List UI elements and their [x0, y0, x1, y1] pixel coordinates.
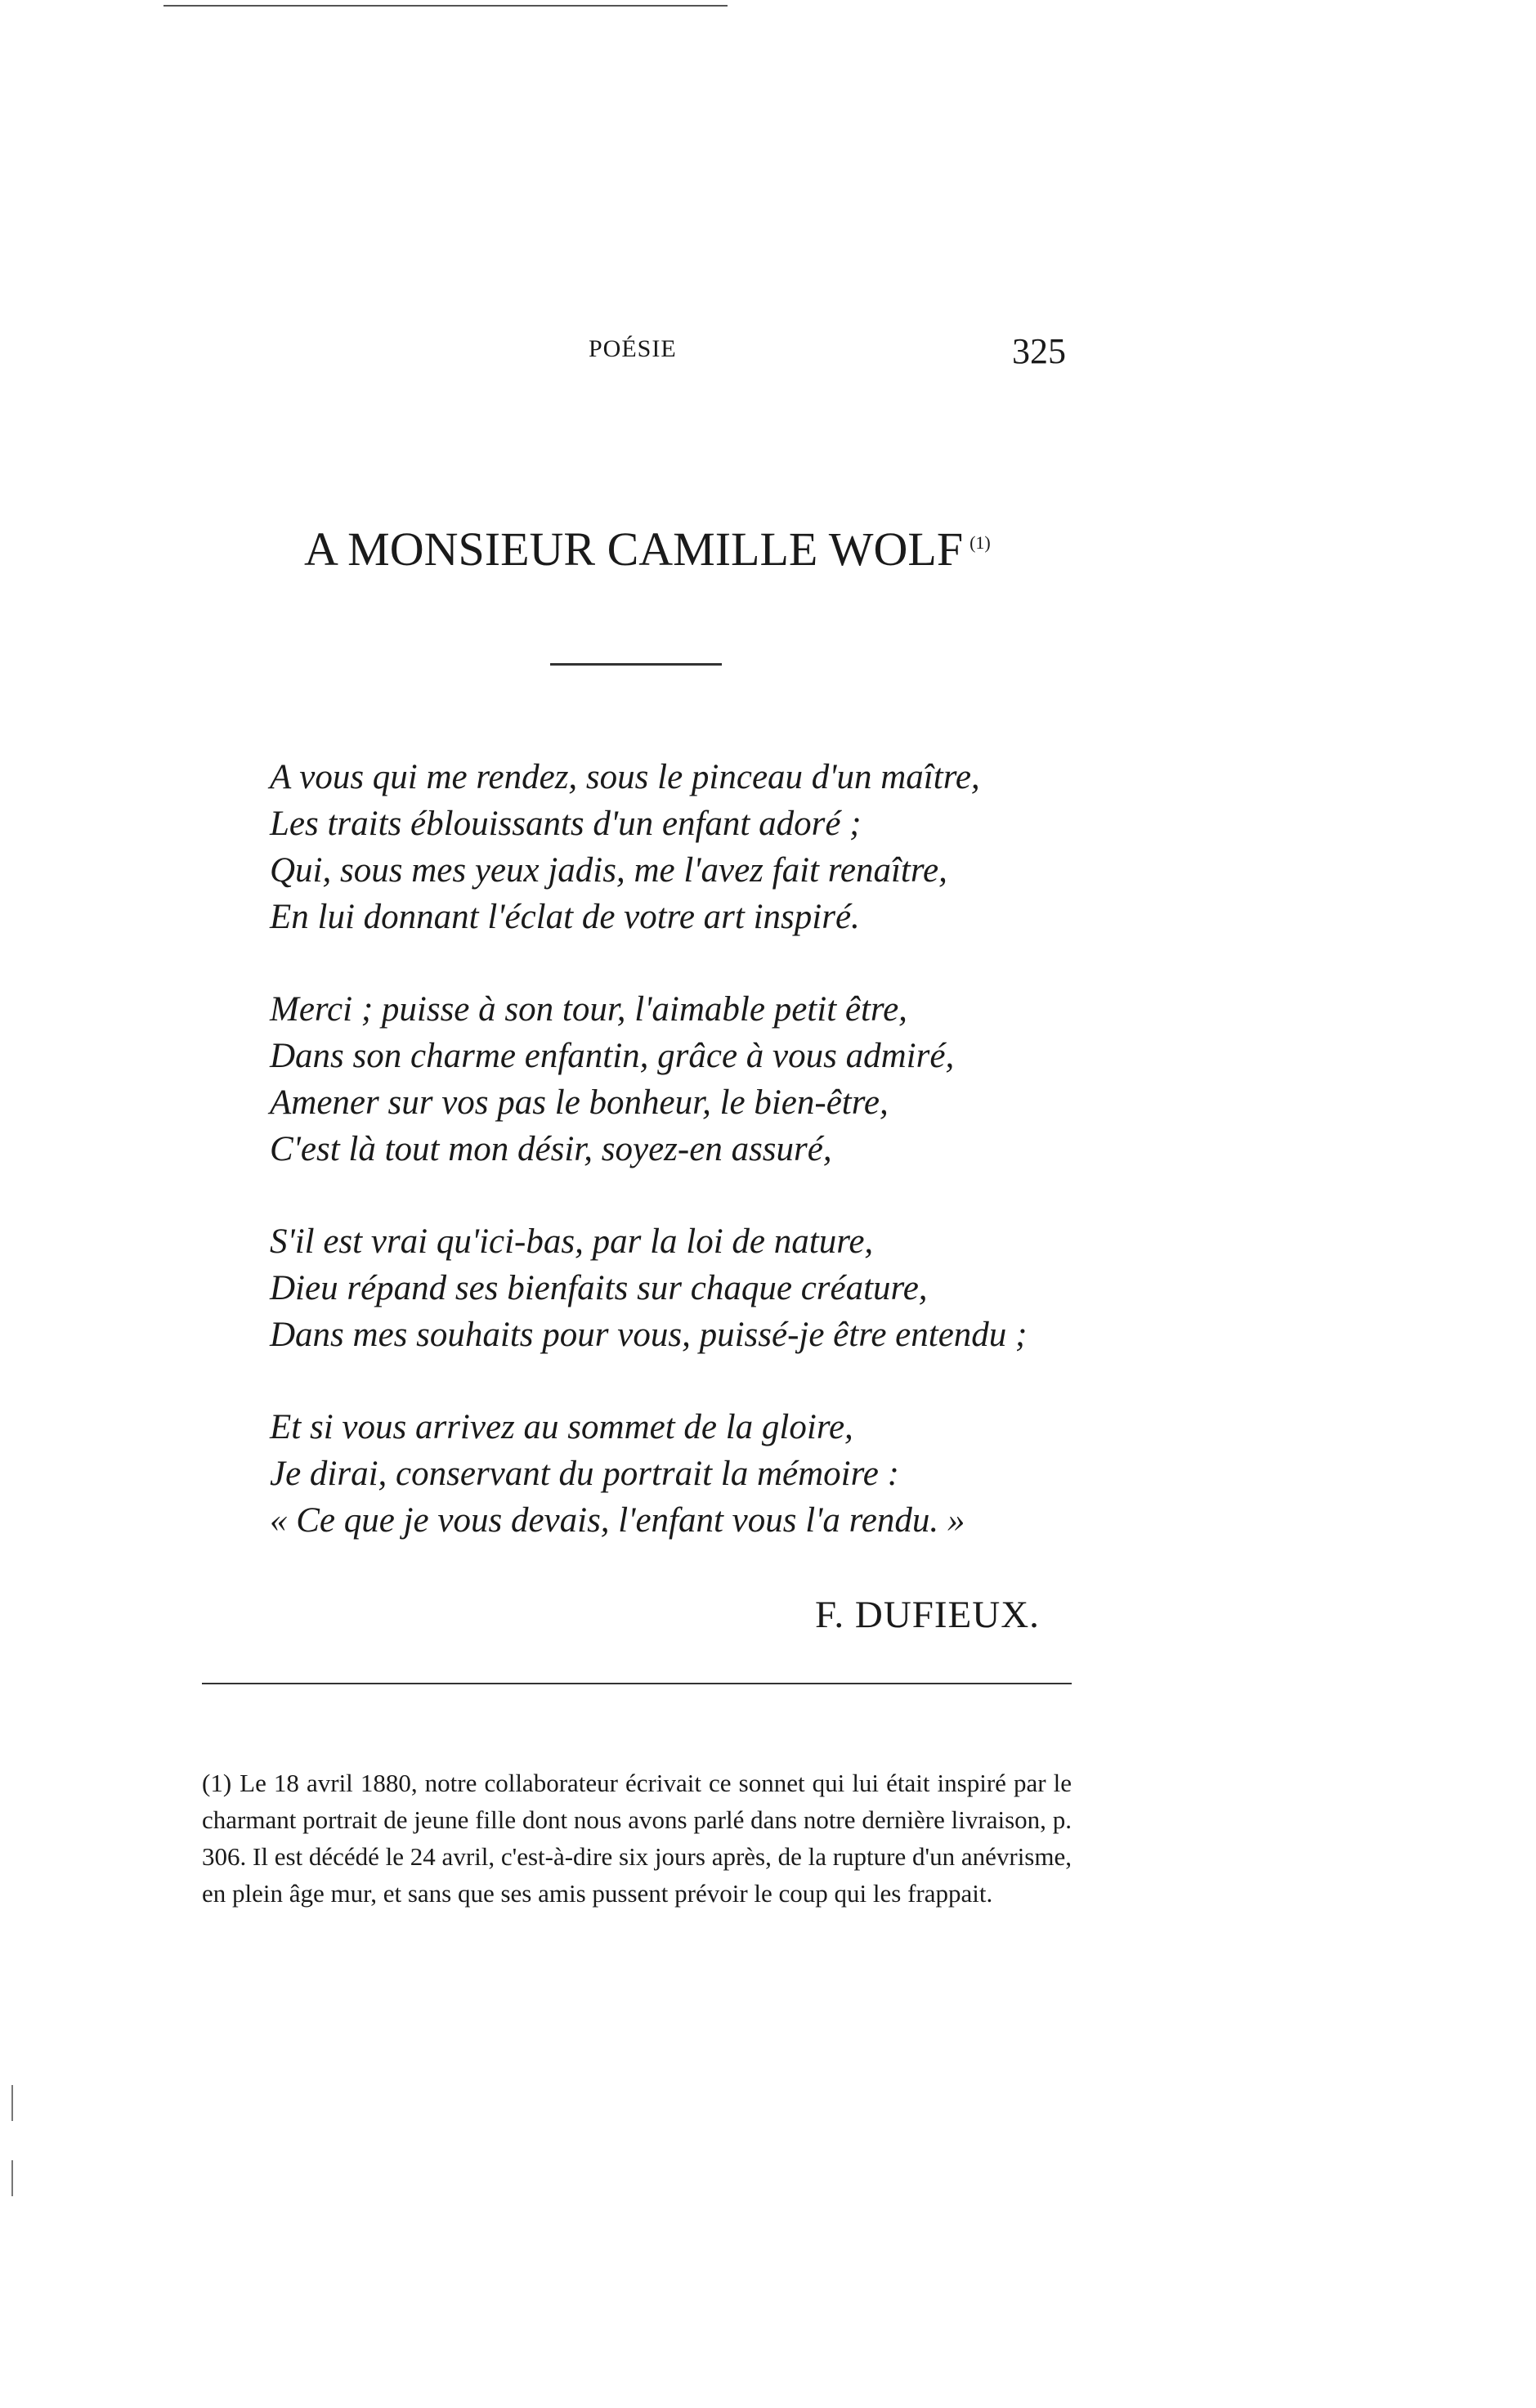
page-top-border: [163, 5, 728, 7]
author-signature: F. DUFIEUX.: [815, 1594, 1040, 1636]
poem-line-8: C'est là tout mon désir, soyez-en assuré,: [270, 1130, 832, 1168]
poem-line-11: Dans mes souhaits pour vous, puissé-je être entendu ;: [270, 1316, 1028, 1354]
footnote: [202, 1765, 1072, 1912]
poem-title-text: A MONSIEUR CAMILLE WOLF: [304, 522, 964, 576]
poem-line-13: Je dirai, conservant du portrait la mémoire :: [270, 1455, 899, 1493]
poem-line-4: En lui donnant l'éclat de votre art inspiré.: [270, 898, 860, 936]
poem-line-7: Amener sur vos pas le bonheur, le bien-être,: [270, 1083, 889, 1122]
margin-mark: [11, 2160, 13, 2196]
poem-line-10: Dieu répand ses bienfaits sur chaque créature,: [270, 1269, 928, 1307]
title-divider: [550, 663, 722, 666]
poem-line-14: « Ce que je vous devais, l'enfant vous l'a rendu. »: [270, 1501, 965, 1540]
footnote-text: Le 18 avril 1880, notre collaborateur écrivait ce sonnet qui lui était inspiré par le charmant portrait de jeune fille dont nous avons parlé dans notre dernière livraison, p. 306. Il est décédé le 24 avril, c'est-à-dire six jours après, de la rupture d'un anévrisme, en plein âge mur, et sans que ses amis pussent prévoir le coup qui les frappait.: [202, 1769, 1072, 1908]
footnote-reference[interactable]: (1): [970, 531, 991, 553]
margin-mark: [11, 2085, 13, 2121]
poem-title: [304, 522, 991, 576]
poem-line-12: Et si vous arrivez au sommet de la gloire,: [270, 1408, 853, 1446]
page-number: 325: [1012, 331, 1066, 371]
footnote-mark: (1): [202, 1769, 232, 1797]
poem-line-1: A vous qui me rendez, sous le pinceau d'un maître,: [270, 758, 980, 796]
footnote-divider: [202, 1683, 1072, 1684]
running-head: POÉSIE: [589, 335, 677, 362]
poem-line-2: Les traits éblouissants d'un enfant adoré ;: [270, 805, 862, 843]
poem-line-3: Qui, sous mes yeux jadis, me l'avez fait renaître,: [270, 851, 947, 890]
poem-line-9: S'il est vrai qu'ici-bas, par la loi de nature,: [270, 1222, 874, 1261]
poem-line-6: Dans son charme enfantin, grâce à vous admiré,: [270, 1037, 955, 1075]
poem-line-5: Merci ; puisse à son tour, l'aimable petit être,: [270, 990, 907, 1029]
